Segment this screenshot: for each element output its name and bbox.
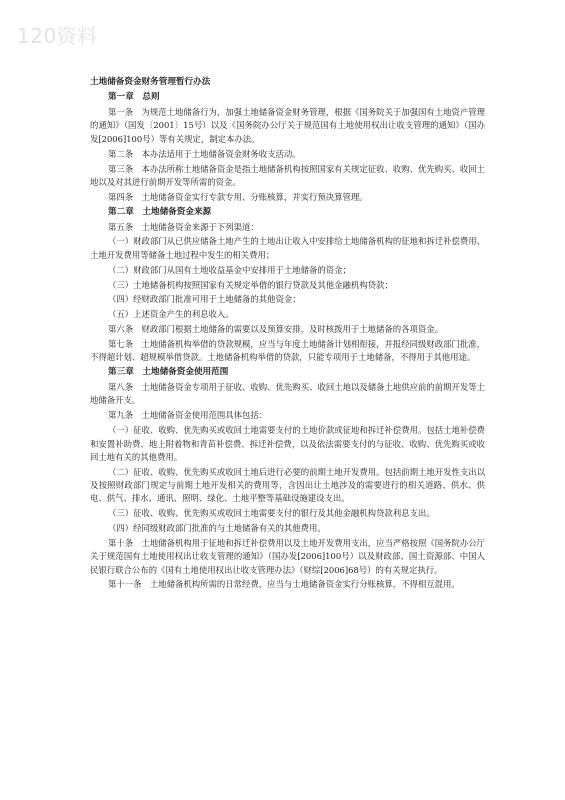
article-paragraph: 第七条 土地储备机构举借的贷款规模，应当与年度土地储备计划相衔接，并报经同级财政部门批准，不得超计划、超规模举借贷款。土地储备机构举借的贷款，只能专项用于土地储备，不得用于其他用途。 (90, 339, 485, 363)
article-paragraph: （四）经财政部门批准可用于土地储备的其他资金； (108, 294, 301, 305)
document-title: 土地储备资金财务管理暂行办法 (90, 77, 211, 87)
article-paragraph: （三）土地储备机构按照国家有关规定举借的银行贷款及其他金融机构贷款； (108, 279, 393, 290)
article-paragraph: 第四条 土地储备资金实行专款专用、分账核算，并实行预决算管理。 (108, 191, 368, 202)
document-body (90, 76, 485, 593)
article-paragraph: 第八条 土地储备资金专项用于征收、收购、优先购买、收回土地以及储备土地供应前的前期开发等土地储备开支。 (90, 382, 485, 406)
article-paragraph: （四）经同级财政部门批准的与土地储备有关的其他费用。 (108, 523, 326, 534)
article-paragraph: （二）征收、收购、优先购买或收回土地后进行必要的前期土地开发费用。包括前期土地开发性支出以及按照财政部门规定与前期土地开发相关的费用等，含因出让土地涉及的需要进行的相关道路、供水、供电、供气、排水、通讯、照明、绿化、土地平整等基础设施建设支出。 (90, 466, 485, 504)
article-paragraph: 第十一条 土地储备机构所需的日常经费，应当与土地储备资金实行分账核算，不得相互混用。 (108, 579, 460, 590)
article-paragraph: （三）征收、收购、优先购买或收回土地需要支付的银行及其他金融机构贷款利息支出。 (108, 508, 435, 519)
article-paragraph: 第五条 土地储备资金来源于下列渠道： (108, 221, 259, 232)
article-paragraph: 第十条 土地储备机构用于征地和拆迁补偿费用以及土地开发费用支出，应当严格按照《国务院办公厅关于规范国有土地使用权出让收支管理的通知》（国办发[2006]100号）以及财政部、国土资源部、中国人民银行联合公布的《国有土地使用权出让收支管理办法》（财综[2006]68号）的有关规定执行。 (90, 537, 485, 575)
article-paragraph: （一）财政部门从已供应储备土地产生的土地出让收入中安排给土地储备机构的征地和拆迁补偿费用、土地开发费用等储备土地过程中发生的相关费用； (90, 236, 485, 260)
article-paragraph: 第六条 财政部门根据土地储备的需要以及预算安排，及时核拨用于土地储备的各项资金。 (108, 324, 443, 335)
article-paragraph: 第二条 本办法适用于土地储备资金财务收支活动。 (108, 148, 301, 159)
article-paragraph: 第三条 本办法所称土地储备资金是指土地储备机构按照国家有关规定征收、收购、优先购买、收回土地以及对其进行前期开发等所需的资金。 (90, 163, 485, 187)
chapter-heading: 第一章 总则 (108, 92, 160, 103)
watermark-logo: 120资料 (17, 24, 98, 48)
article-paragraph: （五）上述资金产生的利息收入。 (108, 309, 234, 320)
document-paragraphs (90, 91, 485, 591)
article-paragraph: （二）财政部门从国有土地收益基金中安排用于土地储备的资金； (108, 264, 351, 275)
chapter-heading: 第二章 土地储备资金来源 (108, 206, 212, 217)
article-paragraph: 第一条 为规范土地储备行为，加强土地储备资金财务管理，根据《国务院关于加强国有土地资产管理的通知》（国发〔2001〕15号）以及《国务院办公厅关于规范国有土地使用权出让收支管理的通知》（国办发[2006]100号）等有关规定，制定本办法。 (90, 107, 485, 144)
chapter-heading: 第三章 土地储备资金使用范围 (108, 367, 229, 378)
article-paragraph: （一）征收、收购、优先购买或收回土地需要支付的土地价款或征地和拆迁补偿费用。包括土地补偿费和安置补助费、地上附着物和青苗补偿费、拆迁补偿费，以及依法需要支付的与征收、收购、优先购买或收回土地有关的其他费用。 (90, 425, 485, 462)
article-paragraph: 第九条 土地储备资金使用范围具体包括： (108, 410, 268, 421)
